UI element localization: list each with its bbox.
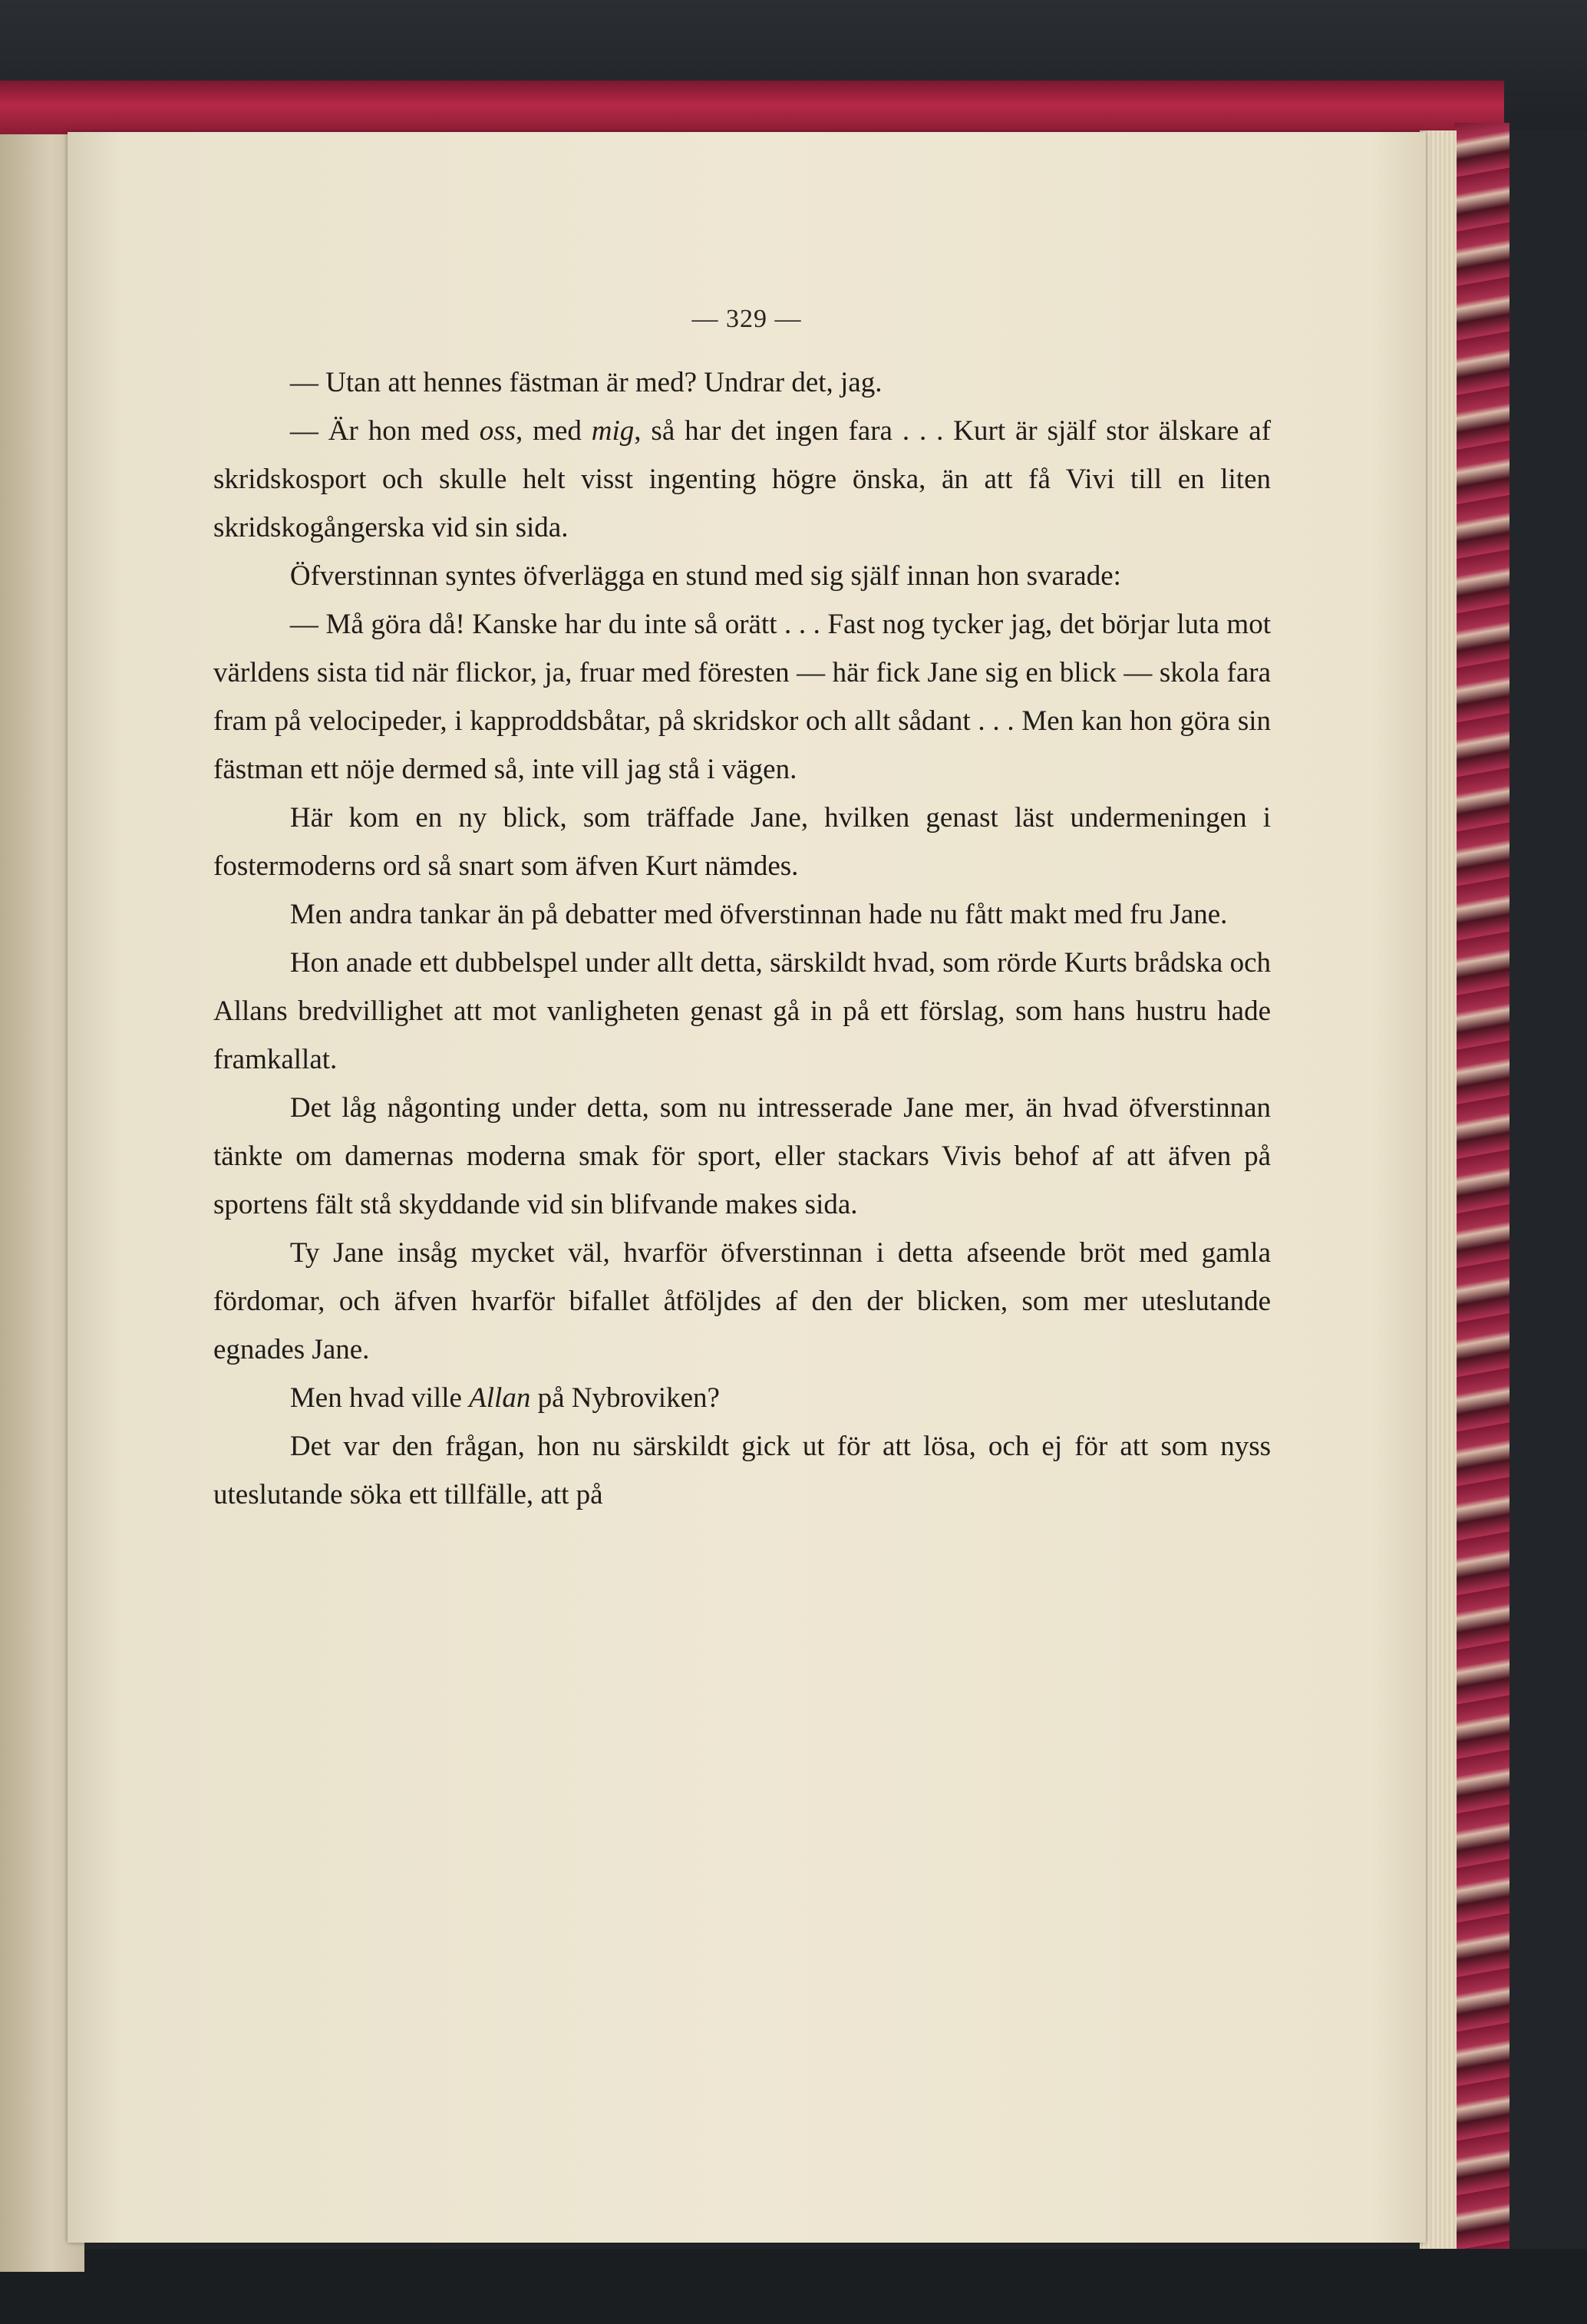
paragraph — [213, 1084, 1271, 1229]
text-run: — Är hon med — [289, 415, 480, 447]
paragraph — [213, 1229, 1271, 1374]
text-run: Men hvad ville — [289, 1382, 470, 1414]
book-page — [68, 132, 1426, 2243]
text-run: — Utan att hennes fästman är med? Undrar det, jag. — [289, 367, 883, 398]
text-run: Det var den frågan, hon nu särskildt gick ut för att lösa, och ej för att som nyss uteslutande söka ett tillfälle, att på — [213, 1431, 1271, 1510]
paragraph — [213, 600, 1271, 794]
background-bottom — [0, 2249, 1587, 2324]
paragraph — [213, 407, 1271, 552]
text-run: Det låg någonting under detta, som nu intresserade Jane mer, än hvad öfverstinnan tänkte om damernas moderna smak för sport, eller stackars Vivis behof af att äfven på sportens fält stå skyddande vid sin blifvande makes sida. — [213, 1092, 1271, 1220]
paragraph — [213, 794, 1271, 890]
text-run: Men andra tankar än på debatter med öfverstinnan hade nu fått makt med fru Jane. — [289, 899, 1228, 930]
paragraph — [213, 890, 1271, 939]
italic-text-run: mig — [591, 415, 635, 447]
text-run: på Nybroviken? — [530, 1382, 720, 1414]
paragraph — [213, 1422, 1271, 1519]
page-number: — 329 — — [691, 305, 802, 333]
italic-text-run: oss — [479, 415, 516, 447]
paragraph — [213, 1374, 1271, 1422]
text-run: , med — [516, 415, 592, 447]
text-run: , så har det ingen fara . . . Kurt är själf stor älskare af skridskosport och skulle helt visst ingenting högre önska, än att få Vivi till en liten skridskogångerska vid sin sida. — [213, 415, 1272, 543]
paragraph — [213, 552, 1271, 600]
text-run: Ty Jane insåg mycket väl, hvarför öfverstinnan i detta afseende bröt med gamla fördomar, och äfven hvarför bifallet åtföljdes af den der blicken, som mer uteslutande egnades Jane. — [213, 1237, 1271, 1365]
text-run: Hon anade ett dubbelspel under allt detta, särskildt hvad, som rörde Kurts brådska och Allans bredvillighet att mot vanligheten genast gå in på ett förslag, som hans hustru hade framkallat. — [213, 947, 1271, 1075]
body-text — [213, 358, 1271, 1519]
text-run: Öfverstinnan syntes öfverlägga en stund med sig själf innan hon svarade: — [289, 560, 1121, 592]
text-run: Här kom en ny blick, som träffade Jane, hvilken genast läst undermeningen i fostermoderns ord så snart som äfven Kurt nämdes. — [213, 802, 1271, 882]
binding-strip — [0, 81, 1504, 134]
italic-text-run: Allan — [469, 1382, 531, 1414]
paragraph — [213, 939, 1271, 1084]
text-run: — Må göra då! Kanske har du inte så orätt . . . Fast nog tycker jag, det börjar luta mot världens sista tid när flickor, ja, fruar med föresten — här fick Jane sig en blick — skola fara fram på velocipeder, i kapproddsbåtar, på skridskor och allt sådant . . . Men kan hon göra sin fästman ett nöje dermed så, inte vill jag stå i vägen. — [213, 609, 1271, 785]
marbled-cover-edge — [1454, 123, 1509, 2249]
paragraph — [213, 358, 1271, 407]
